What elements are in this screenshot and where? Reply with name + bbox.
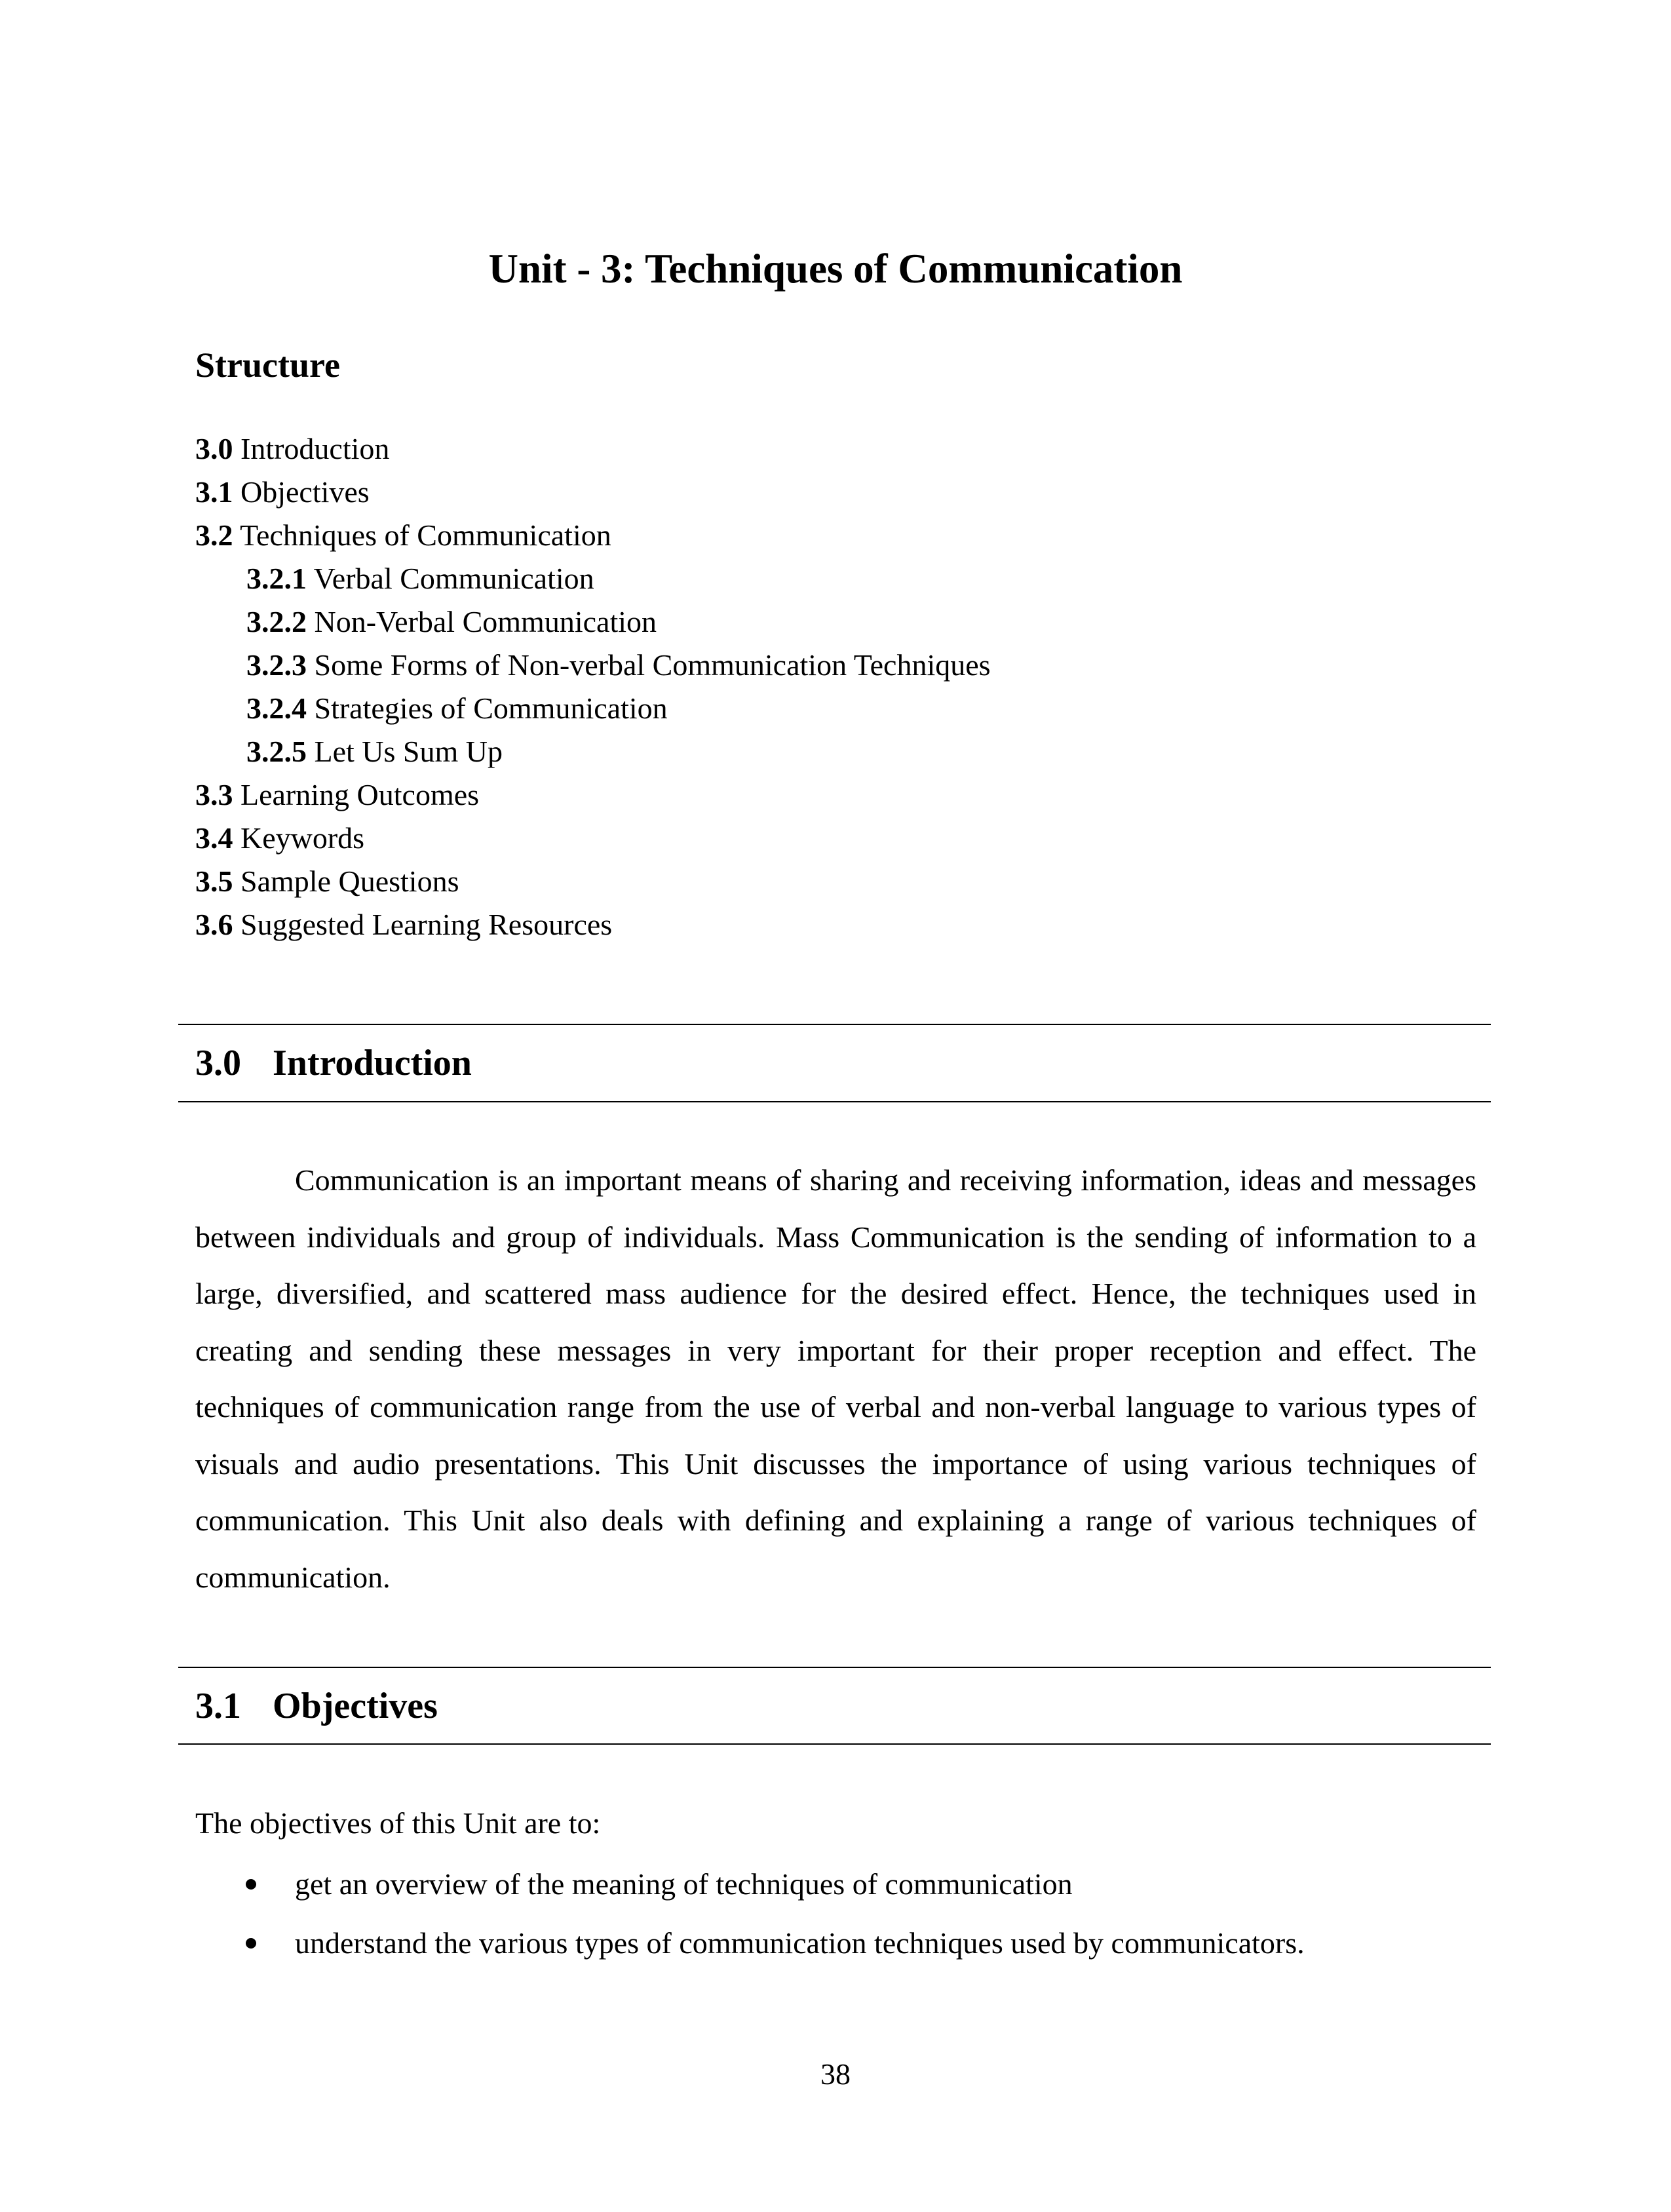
toc-subitem <box>195 557 991 600</box>
toc-item-number: 3.6 <box>195 908 233 941</box>
toc-subitem <box>195 730 991 773</box>
section-title: Introduction <box>273 1043 472 1083</box>
toc-item-number: 3.2.3 <box>246 648 307 682</box>
toc-item-label: Strategies of Communication <box>307 691 668 725</box>
toc-item-label: Keywords <box>233 821 365 855</box>
toc-item-number: 3.2.1 <box>246 562 307 595</box>
toc-item-label: Suggested Learning Resources <box>233 908 613 941</box>
toc-item-label: Sample Questions <box>233 864 459 898</box>
toc-item-number: 3.2.2 <box>246 605 307 638</box>
objectives-list <box>195 1865 1305 1983</box>
toc-item <box>195 817 991 860</box>
toc-item-label: Let Us Sum Up <box>307 735 503 768</box>
toc-item-number: 3.3 <box>195 778 233 811</box>
objectives-intro: The objectives of this Unit are to: <box>195 1806 601 1840</box>
toc-item-label: Learning Outcomes <box>233 778 480 811</box>
toc-item-number: 3.2.5 <box>246 735 307 768</box>
toc-item-number: 3.4 <box>195 821 233 855</box>
toc-item-label: Objectives <box>233 475 370 509</box>
page-number: 38 <box>820 2057 851 2091</box>
bullet-icon <box>246 1879 256 1890</box>
toc-item-number: 3.1 <box>195 475 233 509</box>
section-rule-top <box>178 1667 1491 1668</box>
toc-item <box>195 773 991 817</box>
toc-item-label: Some Forms of Non-verbal Communication Techniques <box>307 648 991 682</box>
bullet-icon <box>246 1938 256 1949</box>
list-item-text: get an overview of the meaning of techniques of communication <box>295 1867 1073 1901</box>
list-item <box>195 1924 1305 1983</box>
toc-subitem <box>195 600 991 644</box>
toc-item <box>195 514 991 557</box>
toc-item <box>195 903 991 946</box>
section-rule-bottom <box>178 1101 1491 1102</box>
toc-item-number: 3.0 <box>195 432 233 465</box>
section-number: 3.1 <box>195 1686 241 1726</box>
toc-item <box>195 427 991 471</box>
section-number: 3.0 <box>195 1043 241 1083</box>
toc-subitem <box>195 644 991 687</box>
toc-subitem <box>195 687 991 730</box>
toc-item-label: Non-Verbal Communication <box>307 605 657 638</box>
section-rule-bottom <box>178 1743 1491 1745</box>
toc-item <box>195 471 991 514</box>
structure-list <box>195 427 991 946</box>
introduction-paragraph: Communication is an important means of sharing and receiving information, ideas and messages between individuals and group of individuals. Mass Communication is the sending of information to a large, diversified, and scattered mass audience for the desired effect. Hence, the techniques used in creating and sending these messages in very important for their proper reception and effect. The techniques of communication range from the use of verbal and non-verbal language to various types of visuals and audio presentations. This Unit discusses the importance of using various techniques of communication. This Unit also deals with defining and explaining a range of various techniques of communication. <box>195 1163 1476 1594</box>
toc-item-number: 3.2.4 <box>246 691 307 725</box>
toc-item-label: Introduction <box>233 432 390 465</box>
unit-title: Unit - 3: Techniques of Communication <box>488 246 1183 292</box>
toc-item-label: Techniques of Communication <box>233 518 611 552</box>
structure-heading: Structure <box>195 345 340 385</box>
toc-item-label: Verbal Communication <box>307 562 594 595</box>
list-item <box>195 1865 1305 1924</box>
section-rule-top <box>178 1024 1491 1025</box>
objectives-heading <box>195 1683 438 1729</box>
toc-item-number: 3.2 <box>195 518 233 552</box>
introduction-heading <box>195 1040 472 1086</box>
section-title: Objectives <box>273 1686 438 1726</box>
list-item-text: understand the various types of communication techniques used by communicators. <box>295 1926 1305 1960</box>
toc-item-number: 3.5 <box>195 864 233 898</box>
toc-item <box>195 860 991 903</box>
